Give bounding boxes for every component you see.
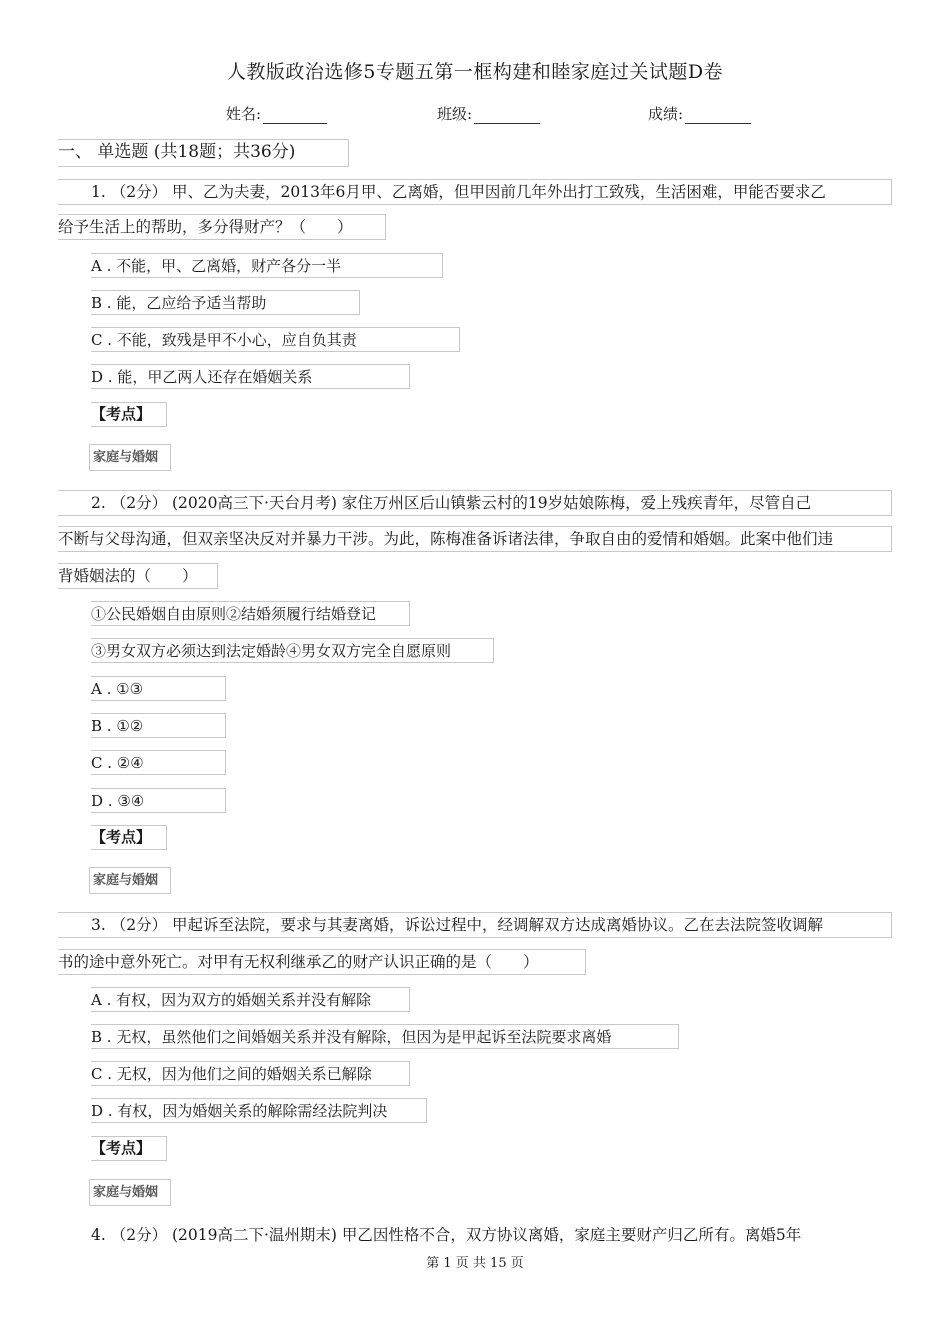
question-2-line-3: 背婚姻法的（ ）	[58, 563, 218, 589]
question-3-line-1: 3. （2分） 甲起诉至法院，要求与其妻离婚，诉讼过程中，经调解双方达成离婚协议。乙在去法院签收调解	[58, 912, 892, 938]
class-blank	[474, 107, 540, 124]
question-1-option-a: A . 不能，甲、乙离婚，财产各分一半	[91, 253, 443, 278]
question-1-option-d: D . 能，甲乙两人还存在婚姻关系	[91, 364, 410, 389]
question-3-kaodian: 【考点】	[91, 1136, 167, 1161]
question-2-line-2: 不断与父母沟通，但双亲坚决反对并暴力干涉。为此，陈梅准备诉诸法律，争取自由的爱情和婚姻。此案中他们违	[58, 526, 892, 552]
question-2-option-a: A . ①③	[91, 676, 226, 701]
class-label: 班级:	[437, 105, 473, 123]
question-4-line-1: 4. （2分） (2019高二下·温州期末) 甲乙因性格不合，双方协议离婚，家庭主要财产归乙所有。离婚5年	[91, 1226, 802, 1244]
question-2-statement-2: ③男女双方必须达到法定婚龄④男女双方完全自愿原则	[91, 638, 494, 663]
question-1-kaodian: 【考点】	[91, 402, 167, 427]
name-blank	[263, 107, 327, 124]
score-blank	[685, 107, 751, 124]
question-3-line-2: 书的途中意外死亡。对甲有无权利继承乙的财产认识正确的是（ ）	[58, 949, 586, 975]
section-heading: 一、 单选题 (共18题；共36分)	[58, 139, 349, 167]
question-2-option-d: D . ③④	[91, 788, 226, 813]
question-2-option-b: B . ①②	[91, 713, 226, 738]
class-field	[437, 103, 540, 124]
question-3-option-c: C . 无权，因为他们之间的婚姻关系已解除	[91, 1061, 410, 1086]
question-3-option-a: A . 有权，因为双方的婚姻关系并没有解除	[91, 987, 410, 1012]
question-2-line-1: 2. （2分） (2020高三下·天台月考) 家住万州区后山镇紫云村的19岁姑娘陈梅，爱上残疾青年，尽管自己	[58, 490, 892, 516]
question-2-statement-1: ①公民婚姻自由原则②结婚须履行结婚登记	[91, 601, 410, 626]
name-field	[226, 103, 327, 124]
question-2-kaodian: 【考点】	[91, 825, 167, 850]
question-1-line-2: 给予生活上的帮助，多分得财产？（ ）	[58, 214, 386, 240]
score-field	[648, 103, 751, 124]
score-label: 成绩:	[648, 105, 684, 123]
question-1-topic-tag: 家庭与婚姻	[89, 444, 171, 471]
question-2-topic-tag: 家庭与婚姻	[89, 867, 171, 894]
page-title: 人教版政治选修5专题五第一框构建和睦家庭过关试题D卷	[226, 61, 724, 83]
question-3-option-b: B . 无权，虽然他们之间婚姻关系并没有解除，但因为是甲起诉至法院要求离婚	[91, 1024, 679, 1049]
question-1-option-b: B . 能，乙应给予适当帮助	[91, 290, 360, 315]
question-1-line-1: 1. （2分） 甲、乙为夫妻，2013年6月甲、乙离婚，但甲因前几年外出打工致残，生活困难，甲能否要求乙	[58, 179, 892, 205]
question-3-topic-tag: 家庭与婚姻	[89, 1179, 171, 1206]
question-3-option-d: D . 有权，因为婚姻关系的解除需经法院判决	[91, 1098, 427, 1123]
question-2-option-c: C . ②④	[91, 750, 226, 775]
name-label: 姓名:	[226, 105, 262, 123]
question-1-option-c: C . 不能，致残是甲不小心，应自负其责	[91, 327, 460, 352]
page-footer: 第 1 页 共 15 页	[426, 1256, 524, 1271]
